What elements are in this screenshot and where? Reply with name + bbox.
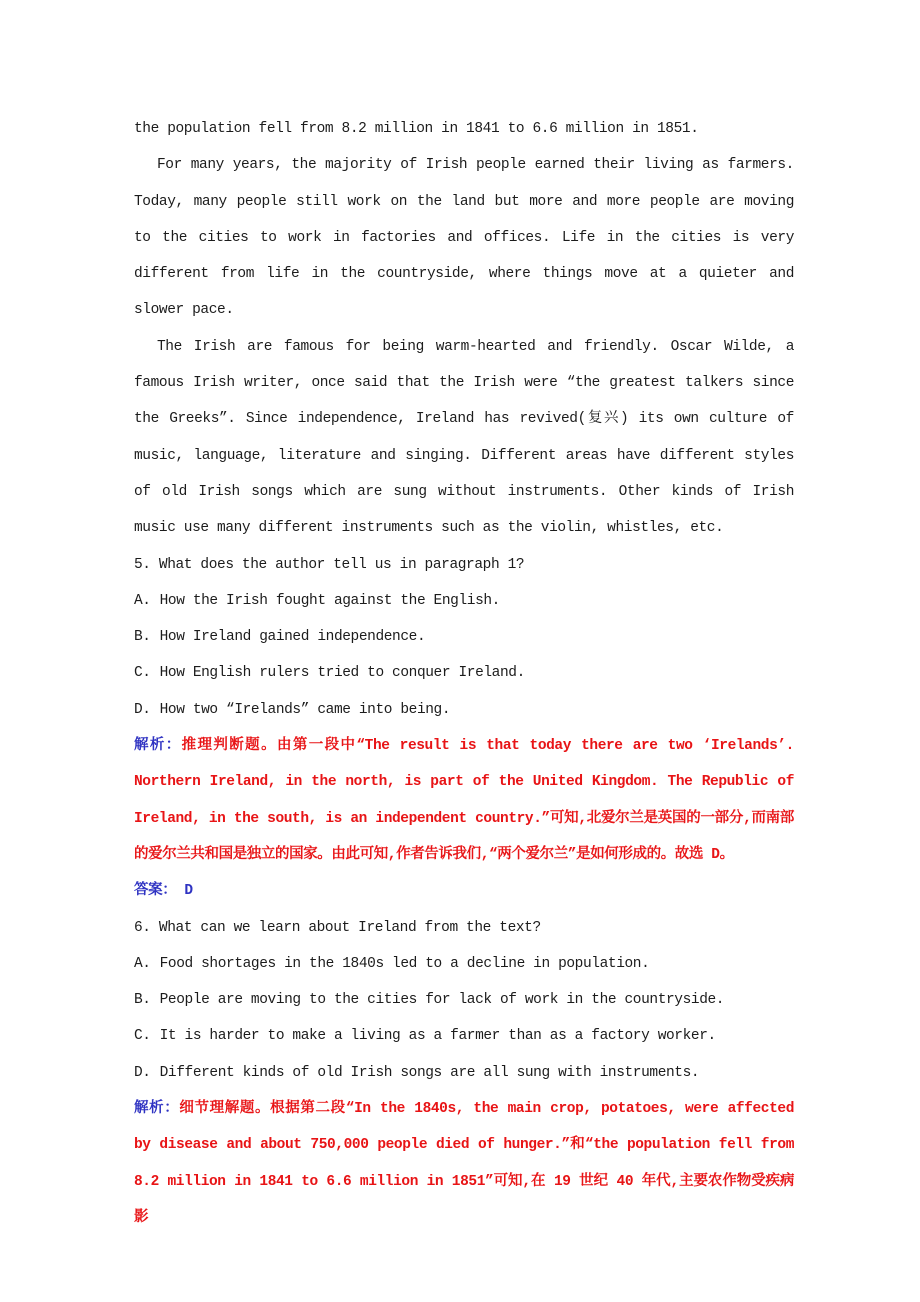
question6-option-a <box>134 946 794 982</box>
question5-analysis <box>134 728 794 873</box>
document-page <box>134 111 794 1236</box>
question5-option-c <box>134 655 794 691</box>
question5-option-d <box>134 692 794 728</box>
option-label: D. <box>134 1064 151 1081</box>
analysis-text: 推理判断题。由第一段中“The result is that today there are two ‘Irelands’. Northern Ireland, in the north, is part of the United Kingdom. The Republic of Ireland, in the south, is an independent country.”可知,北爱尔兰是英国的一部分,而南部的爱尔兰共和国是独立的国家。由此可知,作者告诉我们,“两个爱尔兰”是如何形成的。故选 D。 <box>134 738 794 863</box>
passage-paragraph-culture: The Irish are famous for being warm-hearted and friendly. Oscar Wilde, a famous Irish writer, once said that the Irish were “the greatest talkers since the Greeks”. Since independence, Ireland has revived(复兴) its own culture of music, language, literature and singing. Different areas have different styles of old Irish songs which are sung without instruments. Other kinds of Irish music use many different instruments such as the violin, whistles, etc. <box>134 338 794 537</box>
question5-answer <box>134 873 794 909</box>
option-text: Different kinds of old Irish songs are all sung with instruments. <box>159 1064 700 1081</box>
option-label: B. <box>134 629 151 646</box>
analysis-label: 解析： <box>134 1101 180 1118</box>
question6-analysis <box>134 1091 794 1236</box>
option-text: It is harder to make a living as a farmer than as a factory worker. <box>159 1028 716 1045</box>
question5-option-a <box>134 583 794 619</box>
option-label: A. <box>134 592 151 609</box>
option-label: C. <box>134 665 151 682</box>
option-text: People are moving to the cities for lack of work in the countryside. <box>159 992 725 1009</box>
question6-stem: 6. What can we learn about Ireland from the text? <box>134 919 541 936</box>
option-text: How two “Irelands” came into being. <box>159 701 451 718</box>
question6-option-c <box>134 1018 794 1054</box>
question6-option-b <box>134 982 794 1018</box>
option-label: B. <box>134 992 151 1009</box>
option-text: How Ireland gained independence. <box>159 629 426 646</box>
option-label: C. <box>134 1028 151 1045</box>
passage-paragraph-farmers: For many years, the majority of Irish people earned their living as farmers. Today, many people still work on the land but more and more people are moving to the cities to work in factories and offices. Life in the cities is very different from life in the countryside, where things move at a quieter and slower pace. <box>134 157 794 319</box>
analysis-text: 细节理解题。根据第二段“In the 1840s, the main crop, potatoes, were affected by disease and about 750,000 people died of hunger.”和“the population fell from 8.2 million in 1841 to 6.6 million in 1851”可知,在 19 世纪 40 年代,主要农作物受疾病影 <box>134 1101 794 1226</box>
question5-stem: 5. What does the author tell us in paragraph 1? <box>134 556 525 573</box>
question5-option-b <box>134 619 794 655</box>
option-label: D. <box>134 701 151 718</box>
option-label: A. <box>134 955 151 972</box>
passage-paragraph-continuation: the population fell from 8.2 million in 1841 to 6.6 million in 1851. <box>134 121 699 137</box>
analysis-label: 解析： <box>134 738 182 755</box>
option-text: How the Irish fought against the English. <box>159 592 500 609</box>
question6-option-d <box>134 1055 794 1091</box>
answer-label: 答案： <box>134 883 177 900</box>
option-text: Food shortages in the 1840s led to a decline in population. <box>159 955 650 972</box>
option-text: How English rulers tried to conquer Ireland. <box>159 665 525 682</box>
answer-value: D <box>184 883 193 900</box>
